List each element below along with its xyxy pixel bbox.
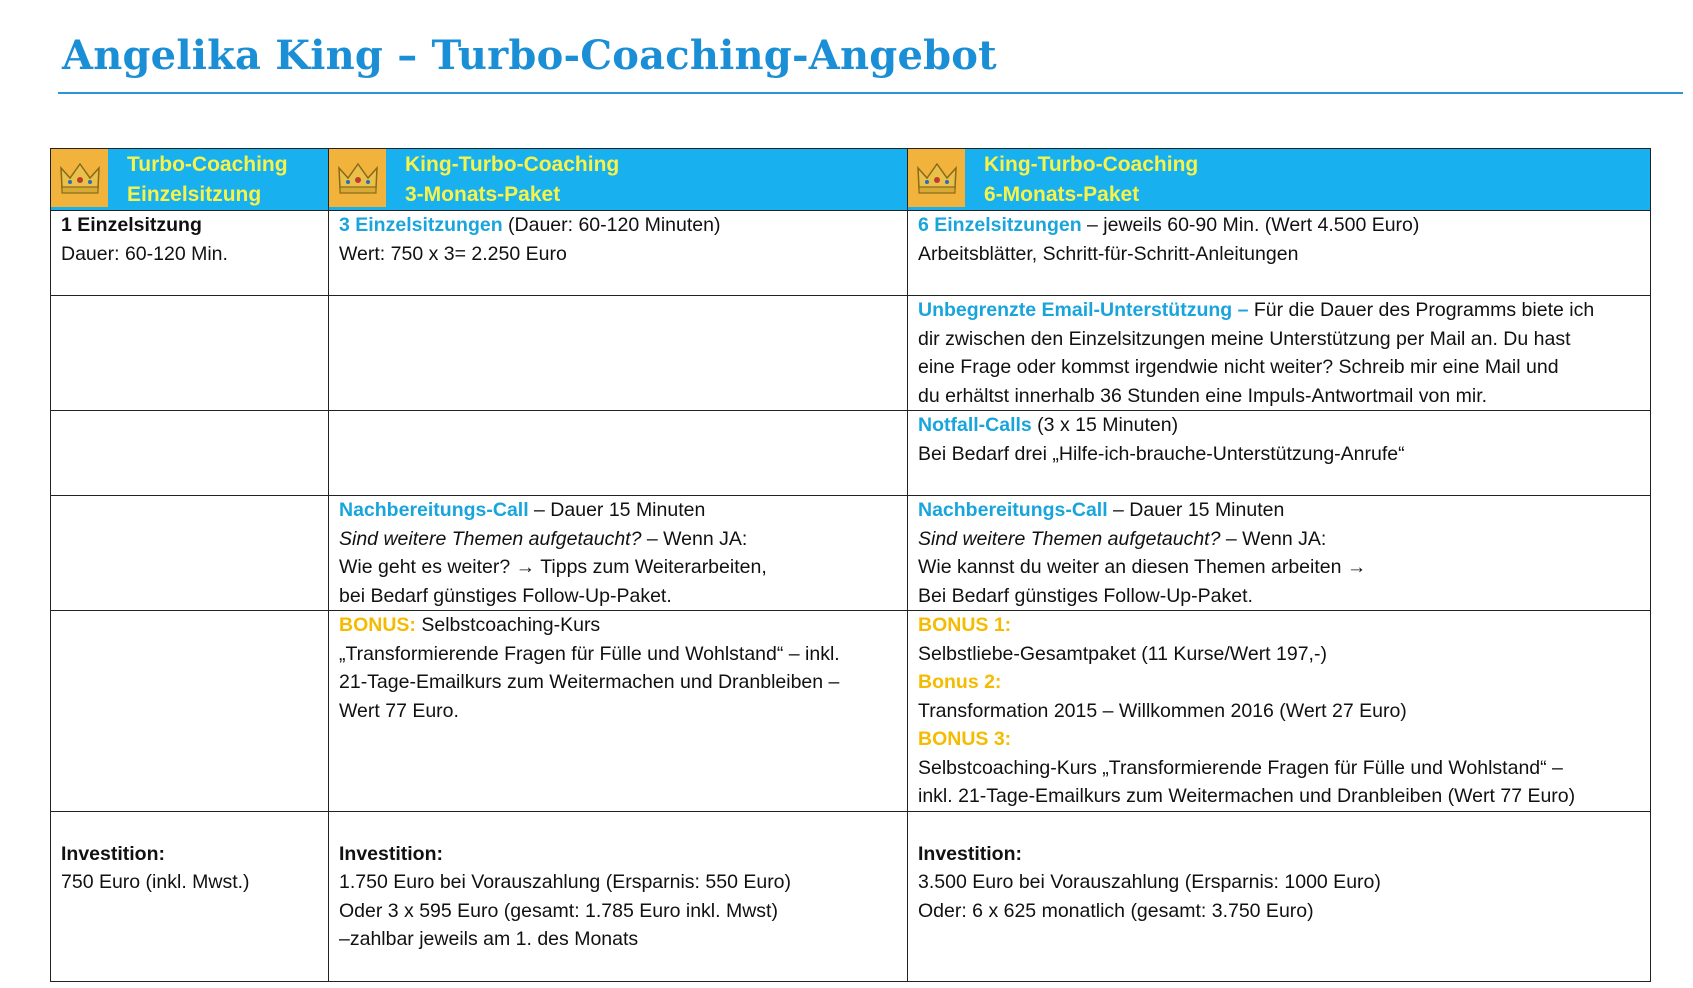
bonus-3-text: inkl. 21-Tage-Emailkurs zum Weitermachen und Dranbleiben (Wert 77 Euro) [918,785,1576,807]
cell-follow-up-3m [329,496,908,611]
cell-empty [51,611,329,812]
email-support-text: eine Frage oder kommst irgendwie nicht weiter? Schreib mir eine Mail und [918,356,1559,378]
bonus-text: „Transformierende Fragen für Fülle und Wohlstand“ – inkl. [339,642,840,665]
header-cell-3-monats [329,149,908,211]
email-support-text: du erhältst innerhalb 36 Stunden eine Impuls-Antwortmail von mir. [918,384,1488,407]
cell-empty [51,496,329,611]
cell-bonus-6m [908,611,1651,812]
emergency-calls-detail: (3 x 15 Minuten) [1031,414,1179,436]
header-title-line2: Einzelsitzung [127,183,262,206]
cell-emergency-calls-6m [908,411,1651,496]
emergency-calls-highlight: Notfall-Calls [918,414,1032,436]
bonus-2-text: Transformation 2015 – Willkommen 2016 (Wert 27 Euro) [918,699,1407,722]
cell-email-support-6m [908,296,1651,411]
header-title-line1: King-Turbo-Coaching [405,153,620,176]
email-support-highlight: Unbegrenzte Email-Unterstützung – [918,299,1249,321]
bonus-text: 21-Tage-Emailkurs zum Weitermachen und Dranbleiben – [339,671,840,693]
crown-icon [51,149,108,207]
bonus-1-label: BONUS 1: [918,614,1012,636]
email-support-text: dir zwischen den Einzelsitzungen meine Unterstützung per Mail an. Du hast [918,327,1571,350]
cell-bonus-3m [329,611,908,812]
header-row [51,149,1651,211]
header-cell-einzelsitzung [51,149,329,211]
email-support-text: Für die Dauer des Programms biete ich [1248,299,1595,321]
row-emergency-calls [51,411,1651,496]
bonus-detail: Selbstcoaching-Kurs [415,614,601,636]
sessions-detail: (Dauer: 60-120 Minuten) [502,214,721,236]
investment-price: 3.500 Euro bei Vorauszahlung (Ersparnis: 1000 Euro) [918,871,1381,893]
emergency-calls-text: Bei Bedarf drei „Hilfe-ich-brauche-Unterstützung-Anrufe“ [918,442,1405,465]
follow-up-highlight: Nachbereitungs-Call [339,499,529,521]
row-sessions [51,211,1651,296]
bonus-3-text: Selbstcoaching-Kurs „Transformierende Fragen für Fülle und Wohlstand“ – [918,756,1563,779]
crown-icon [908,149,965,207]
follow-up-text: Wie geht es weiter? → Tipps zum Weiterarbeiten, [339,556,767,578]
sessions-title: 1 Einzelsitzung [61,214,202,236]
investment-price: 750 Euro (inkl. Mwst.) [61,871,250,893]
cell-empty [329,411,908,496]
follow-up-text: bei Bedarf günstiges Follow-Up-Paket. [339,584,672,607]
cell-empty [329,296,908,411]
offer-table [50,148,1651,982]
follow-up-question: Sind weitere Themen aufgetaucht? [918,527,1221,550]
header-title-line1: Turbo-Coaching [127,153,288,176]
follow-up-detail: – Dauer 15 Minuten [528,499,706,521]
header-title-line2: 3-Monats-Paket [405,183,561,206]
follow-up-answer: – Wenn JA: [1220,527,1327,550]
cell-empty [51,296,329,411]
investment-price: Oder: 6 x 625 monatlich (gesamt: 3.750 Euro) [918,899,1314,922]
row-investment [51,811,1651,981]
sessions-value: Wert: 750 x 3= 2.250 Euro [339,242,567,265]
bonus-2-label: Bonus 2: [918,671,1002,693]
follow-up-question: Sind weitere Themen aufgetaucht? [339,527,642,550]
header-cell-6-monats [908,149,1651,211]
crown-icon [329,149,386,207]
row-bonus [51,611,1651,812]
bonus-label: BONUS: [339,614,416,636]
header-title-line1: King-Turbo-Coaching [984,153,1199,176]
follow-up-text: Bei Bedarf günstiges Follow-Up-Paket. [918,584,1253,607]
sessions-highlight: 3 Einzelsitzungen [339,214,503,236]
bonus-1-text: Selbstliebe-Gesamtpaket (11 Kurse/Wert 197,-) [918,642,1327,665]
row-email-support [51,296,1651,411]
header-title-line2: 6-Monats-Paket [984,183,1140,206]
investment-label: Investition: [918,842,1023,865]
cell-follow-up-6m [908,496,1651,611]
investment-price: 1.750 Euro bei Vorauszahlung (Ersparnis: 550 Euro) [339,871,792,893]
follow-up-answer: – Wenn JA: [641,527,748,550]
sessions-duration: Dauer: 60-120 Min. [61,242,228,265]
follow-up-text: Wie kannst du weiter an diesen Themen arbeiten → [918,556,1367,578]
cell-investment-6m [908,811,1651,981]
cell-sessions-einzel [51,211,329,296]
row-follow-up-call [51,496,1651,611]
investment-label: Investition: [61,842,166,865]
page-title: Angelika King – Turbo-Coaching-Angebot [62,32,997,79]
follow-up-detail: – Dauer 15 Minuten [1107,499,1285,521]
investment-label: Investition: [339,842,444,865]
title-underline [58,92,1683,94]
sessions-detail: – jeweils 60-90 Min. (Wert 4.500 Euro) [1081,214,1420,236]
bonus-3-label: BONUS 3: [918,728,1012,750]
cell-investment-einzel [51,811,329,981]
sessions-highlight: 6 Einzelsitzungen [918,214,1082,236]
cell-sessions-6m [908,211,1651,296]
cell-investment-3m [329,811,908,981]
bonus-text: Wert 77 Euro. [339,699,459,722]
follow-up-highlight: Nachbereitungs-Call [918,499,1108,521]
investment-note: –zahlbar jeweils am 1. des Monats [339,928,639,950]
sessions-extras: Arbeitsblätter, Schritt-für-Schritt-Anleitungen [918,242,1299,265]
investment-price: Oder 3 x 595 Euro (gesamt: 1.785 Euro inkl. Mwst) [339,899,778,922]
cell-sessions-3m [329,211,908,296]
cell-empty [51,411,329,496]
